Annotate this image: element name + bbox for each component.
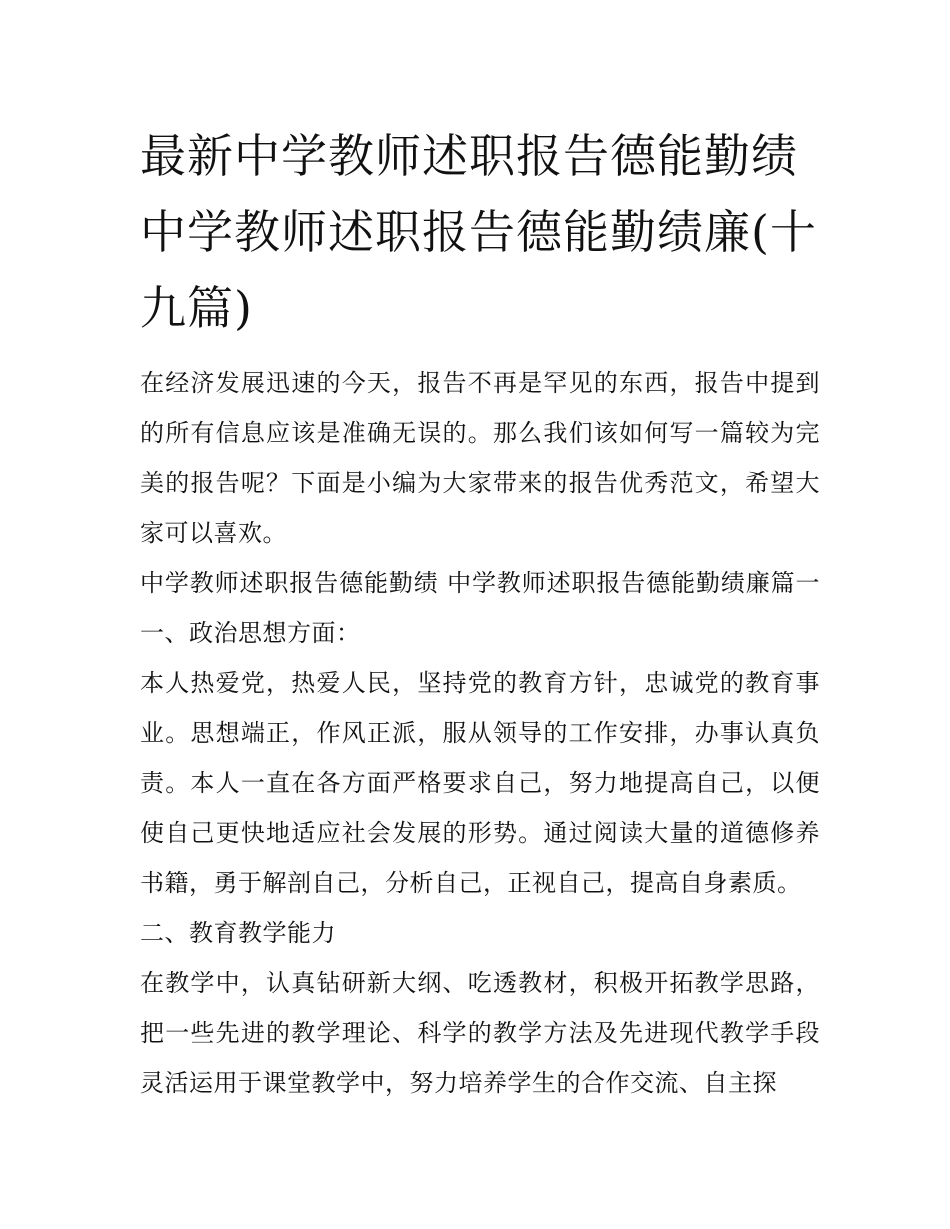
document-title: 最新中学教师述职报告德能勤绩 中学教师述职报告德能勤绩廉(十九篇) [140,129,817,335]
section-heading-political: 中学教师述职报告德能勤绩 中学教师述职报告德能勤绩廉篇一 一、政治思想方面： [140,569,820,647]
section-heading-teaching: 二、教育教学能力 [140,919,336,947]
teaching-paragraph: 在教学中，认真钻研新大纲、吃透教材，积极开拓教学思路，把一些先进的教学理论、科学的教学方法及先进现代教学手段灵活运用于课堂教学中，努力培养学生的合作交流、自主探 [140,969,820,1097]
document-page [140,118,820,1108]
intro-paragraph: 在经济发展迅速的今天，报告不再是罕见的东西，报告中提到的所有信息应该是准确无误的。那么我们该如何写一篇较为完美的报告呢？下面是小编为大家带来的报告优秀范文，希望大家可以喜欢。 [140,369,820,547]
political-paragraph: 本人热爱党，热爱人民，坚持党的教育方针，忠诚党的教育事业。思想端正，作风正派，服从领导的工作安排，办事认真负责。本人一直在各方面严格要求自己，努力地提高自己，以便使自己更快地适应社会发展的形势。通过阅读大量的道德修养书籍，勇于解剖自己，分析自己，正视自己，提高自身素质。 [140,669,820,897]
